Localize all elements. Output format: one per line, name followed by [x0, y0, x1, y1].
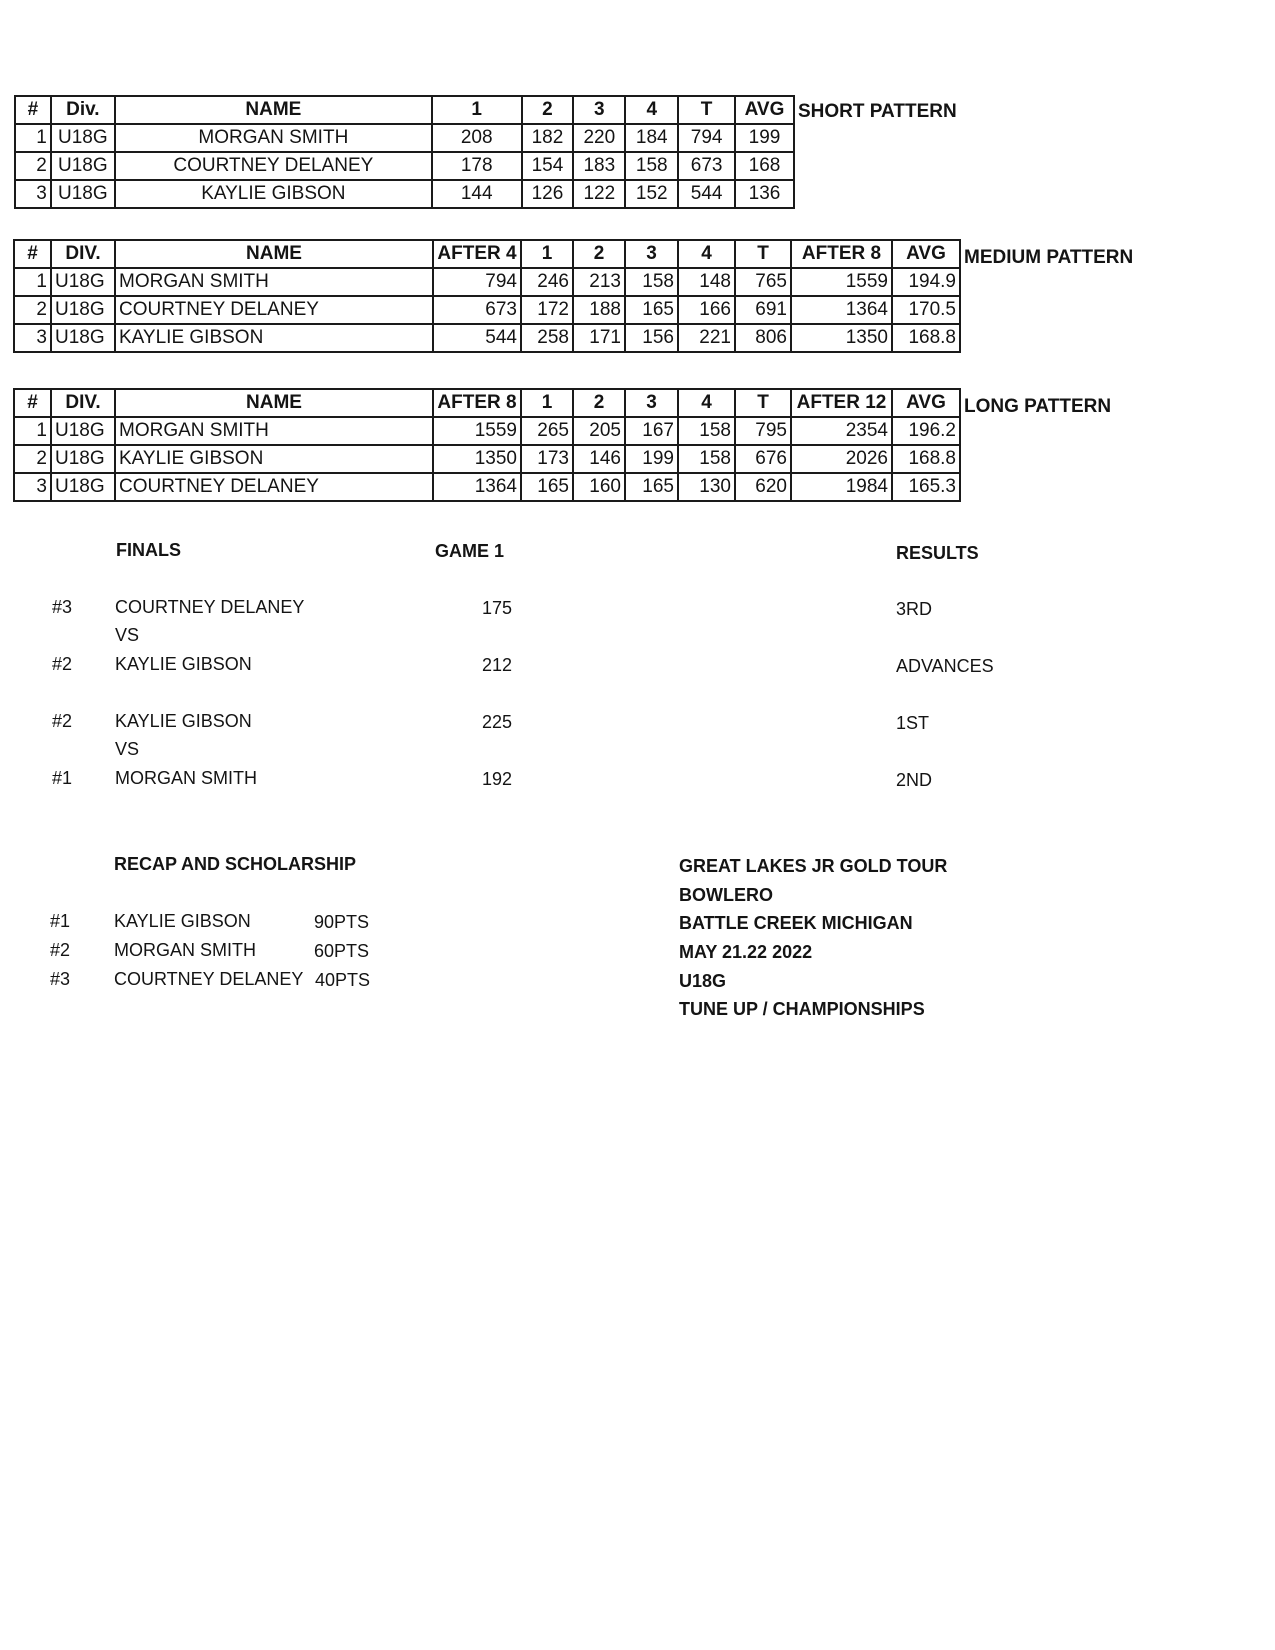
header-cell: 1: [521, 240, 573, 268]
score-cell: 171: [573, 324, 625, 352]
results-header: RESULTS: [896, 543, 979, 563]
score-cell: 265: [521, 417, 573, 445]
finals-score: 212: [482, 655, 513, 675]
finals-player-name: COURTNEY DELANEY: [115, 597, 305, 617]
score-cell: 165: [625, 296, 678, 324]
header-cell: NAME: [115, 240, 433, 268]
finals-score: 175: [482, 598, 513, 618]
header-cell: 1: [432, 96, 522, 124]
table-row: [15, 124, 794, 152]
header-cell: T: [678, 96, 735, 124]
after-cell: 1364: [791, 296, 892, 324]
table-header-row: [14, 389, 960, 417]
long-pattern-label: LONG PATTERN: [964, 396, 1112, 417]
name-cell: COURTNEY DELANEY: [115, 473, 433, 501]
name-cell: COURTNEY DELANEY: [115, 152, 432, 180]
name-cell: MORGAN SMITH: [115, 124, 432, 152]
after-cell: 1559: [791, 268, 892, 296]
table-row: [14, 445, 960, 473]
header-cell: 3: [625, 240, 678, 268]
div-cell: U18G: [51, 152, 115, 180]
score-cell: 183: [573, 152, 625, 180]
table-row: [15, 180, 794, 208]
rank-cell: 3: [14, 473, 51, 501]
rank-cell: 1: [14, 268, 51, 296]
versus-label: VS: [115, 739, 140, 759]
table-row: [14, 324, 960, 352]
score-cell: 221: [678, 324, 735, 352]
finals-seed: #1: [52, 768, 73, 788]
short-pattern-label: SHORT PATTERN: [798, 101, 957, 122]
name-cell: MORGAN SMITH: [115, 268, 433, 296]
total-cell: 544: [678, 180, 735, 208]
avg-cell: 194.9: [892, 268, 960, 296]
table-row: [14, 417, 960, 445]
after-cell: 1559: [433, 417, 521, 445]
header-cell: 2: [522, 96, 574, 124]
after-cell: 2026: [791, 445, 892, 473]
total-cell: 765: [735, 268, 791, 296]
table-header-row: [14, 240, 960, 268]
rank-cell: 1: [15, 124, 51, 152]
rank-cell: 1: [14, 417, 51, 445]
header-cell: DIV.: [51, 240, 115, 268]
recap-points: 40PTS: [315, 970, 371, 990]
recap-seed: #2: [50, 940, 71, 960]
score-cell: 126: [522, 180, 574, 208]
header-cell: AFTER 8: [433, 389, 521, 417]
avg-cell: 168: [735, 152, 794, 180]
total-cell: 676: [735, 445, 791, 473]
rank-cell: 2: [14, 296, 51, 324]
event-division: U18G: [679, 971, 727, 991]
table-row: [15, 152, 794, 180]
finals-player-name: MORGAN SMITH: [115, 768, 257, 788]
score-cell: 173: [521, 445, 573, 473]
finals-seed: #2: [52, 654, 73, 674]
total-cell: 794: [678, 124, 735, 152]
score-cell: 213: [573, 268, 625, 296]
header-cell: AFTER 12: [791, 389, 892, 417]
finals-result: 2ND: [896, 770, 933, 790]
div-cell: U18G: [51, 445, 115, 473]
header-cell: AVG: [735, 96, 794, 124]
total-cell: 673: [678, 152, 735, 180]
avg-cell: 168.8: [892, 445, 960, 473]
total-cell: 795: [735, 417, 791, 445]
score-cell: 182: [522, 124, 574, 152]
header-cell: 2: [573, 240, 625, 268]
finals-result: 1ST: [896, 713, 930, 733]
finals-player-name: KAYLIE GIBSON: [115, 711, 252, 731]
header-cell: NAME: [115, 389, 433, 417]
avg-cell: 168.8: [892, 324, 960, 352]
score-cell: 258: [521, 324, 573, 352]
score-cell: 172: [521, 296, 573, 324]
name-cell: KAYLIE GIBSON: [115, 324, 433, 352]
header-cell: #: [15, 96, 51, 124]
finals-title: FINALS: [116, 540, 181, 560]
header-cell: Div.: [51, 96, 115, 124]
score-cell: 205: [573, 417, 625, 445]
table-row: [14, 268, 960, 296]
score-cell: 148: [678, 268, 735, 296]
after-cell: 1350: [791, 324, 892, 352]
avg-cell: 136: [735, 180, 794, 208]
div-cell: U18G: [51, 473, 115, 501]
score-cell: 165: [521, 473, 573, 501]
medium-pattern-label: MEDIUM PATTERN: [964, 247, 1134, 268]
event-tour-name: GREAT LAKES JR GOLD TOUR: [679, 856, 948, 876]
score-cell: 199: [625, 445, 678, 473]
score-cell: 165: [625, 473, 678, 501]
avg-cell: 199: [735, 124, 794, 152]
rank-cell: 3: [14, 324, 51, 352]
recap-player-name: MORGAN SMITH: [114, 940, 256, 960]
score-cell: 158: [625, 268, 678, 296]
medium-pattern-table: [13, 239, 961, 353]
header-cell: NAME: [115, 96, 432, 124]
div-cell: U18G: [51, 296, 115, 324]
avg-cell: 196.2: [892, 417, 960, 445]
recap-seed: #3: [50, 969, 71, 989]
header-cell: 1: [521, 389, 573, 417]
finals-seed: #2: [52, 711, 73, 731]
header-cell: #: [14, 240, 51, 268]
header-cell: T: [735, 240, 791, 268]
name-cell: MORGAN SMITH: [115, 417, 433, 445]
score-cell: 246: [521, 268, 573, 296]
rank-cell: 2: [14, 445, 51, 473]
after-cell: 1364: [433, 473, 521, 501]
recap-points: 60PTS: [314, 941, 370, 961]
header-cell: 4: [678, 389, 735, 417]
score-cell: 184: [625, 124, 678, 152]
name-cell: COURTNEY DELANEY: [115, 296, 433, 324]
div-cell: U18G: [51, 417, 115, 445]
recap-points: 90PTS: [314, 912, 370, 932]
header-cell: AVG: [892, 240, 960, 268]
score-cell: 130: [678, 473, 735, 501]
score-cell: 122: [573, 180, 625, 208]
avg-cell: 165.3: [892, 473, 960, 501]
finals-score: 192: [482, 769, 513, 789]
rank-cell: 3: [15, 180, 51, 208]
finals-result: ADVANCES: [896, 656, 994, 676]
div-cell: U18G: [51, 268, 115, 296]
header-cell: 4: [625, 96, 678, 124]
score-cell: 188: [573, 296, 625, 324]
total-cell: 620: [735, 473, 791, 501]
recap-title: RECAP AND SCHOLARSHIP: [114, 854, 357, 874]
recap-player-name: COURTNEY DELANEY: [114, 969, 304, 989]
after-cell: 2354: [791, 417, 892, 445]
header-cell: AFTER 8: [791, 240, 892, 268]
score-cell: 156: [625, 324, 678, 352]
after-cell: 1984: [791, 473, 892, 501]
finals-player-name: KAYLIE GIBSON: [115, 654, 252, 674]
avg-cell: 170.5: [892, 296, 960, 324]
div-cell: U18G: [51, 324, 115, 352]
after-cell: 673: [433, 296, 521, 324]
recap-player-name: KAYLIE GIBSON: [114, 911, 251, 931]
header-cell: 3: [573, 96, 625, 124]
short-pattern-table: [14, 95, 795, 209]
total-cell: 691: [735, 296, 791, 324]
score-cell: 158: [625, 152, 678, 180]
header-cell: 3: [625, 389, 678, 417]
event-type: TUNE UP / CHAMPIONSHIPS: [679, 999, 925, 1019]
header-cell: #: [14, 389, 51, 417]
score-cell: 146: [573, 445, 625, 473]
div-cell: U18G: [51, 124, 115, 152]
score-cell: 158: [678, 417, 735, 445]
score-cell: 154: [522, 152, 574, 180]
finals-seed: #3: [52, 597, 73, 617]
after-cell: 544: [433, 324, 521, 352]
header-cell: AVG: [892, 389, 960, 417]
versus-label: VS: [115, 625, 140, 645]
name-cell: KAYLIE GIBSON: [115, 445, 433, 473]
finals-score: 225: [482, 712, 513, 732]
after-cell: 794: [433, 268, 521, 296]
score-cell: 167: [625, 417, 678, 445]
header-cell: T: [735, 389, 791, 417]
table-row: [14, 296, 960, 324]
event-venue: BOWLERO: [679, 885, 773, 905]
header-cell: AFTER 4: [433, 240, 521, 268]
table-header-row: [15, 96, 794, 124]
after-cell: 1350: [433, 445, 521, 473]
event-location: BATTLE CREEK MICHIGAN: [679, 913, 913, 933]
score-cell: 152: [625, 180, 678, 208]
event-date: MAY 21.22 2022: [679, 942, 813, 962]
div-cell: U18G: [51, 180, 115, 208]
score-cell: 158: [678, 445, 735, 473]
score-cell: 166: [678, 296, 735, 324]
name-cell: KAYLIE GIBSON: [115, 180, 432, 208]
finals-result: 3RD: [896, 599, 933, 619]
game-1-header: GAME 1: [435, 541, 505, 561]
table-row: [14, 473, 960, 501]
total-cell: 806: [735, 324, 791, 352]
score-cell: 208: [432, 124, 522, 152]
score-cell: 178: [432, 152, 522, 180]
header-cell: 2: [573, 389, 625, 417]
rank-cell: 2: [15, 152, 51, 180]
score-cell: 220: [573, 124, 625, 152]
long-pattern-table: [13, 388, 961, 502]
score-cell: 160: [573, 473, 625, 501]
header-cell: 4: [678, 240, 735, 268]
header-cell: DIV.: [51, 389, 115, 417]
score-cell: 144: [432, 180, 522, 208]
recap-seed: #1: [50, 911, 71, 931]
